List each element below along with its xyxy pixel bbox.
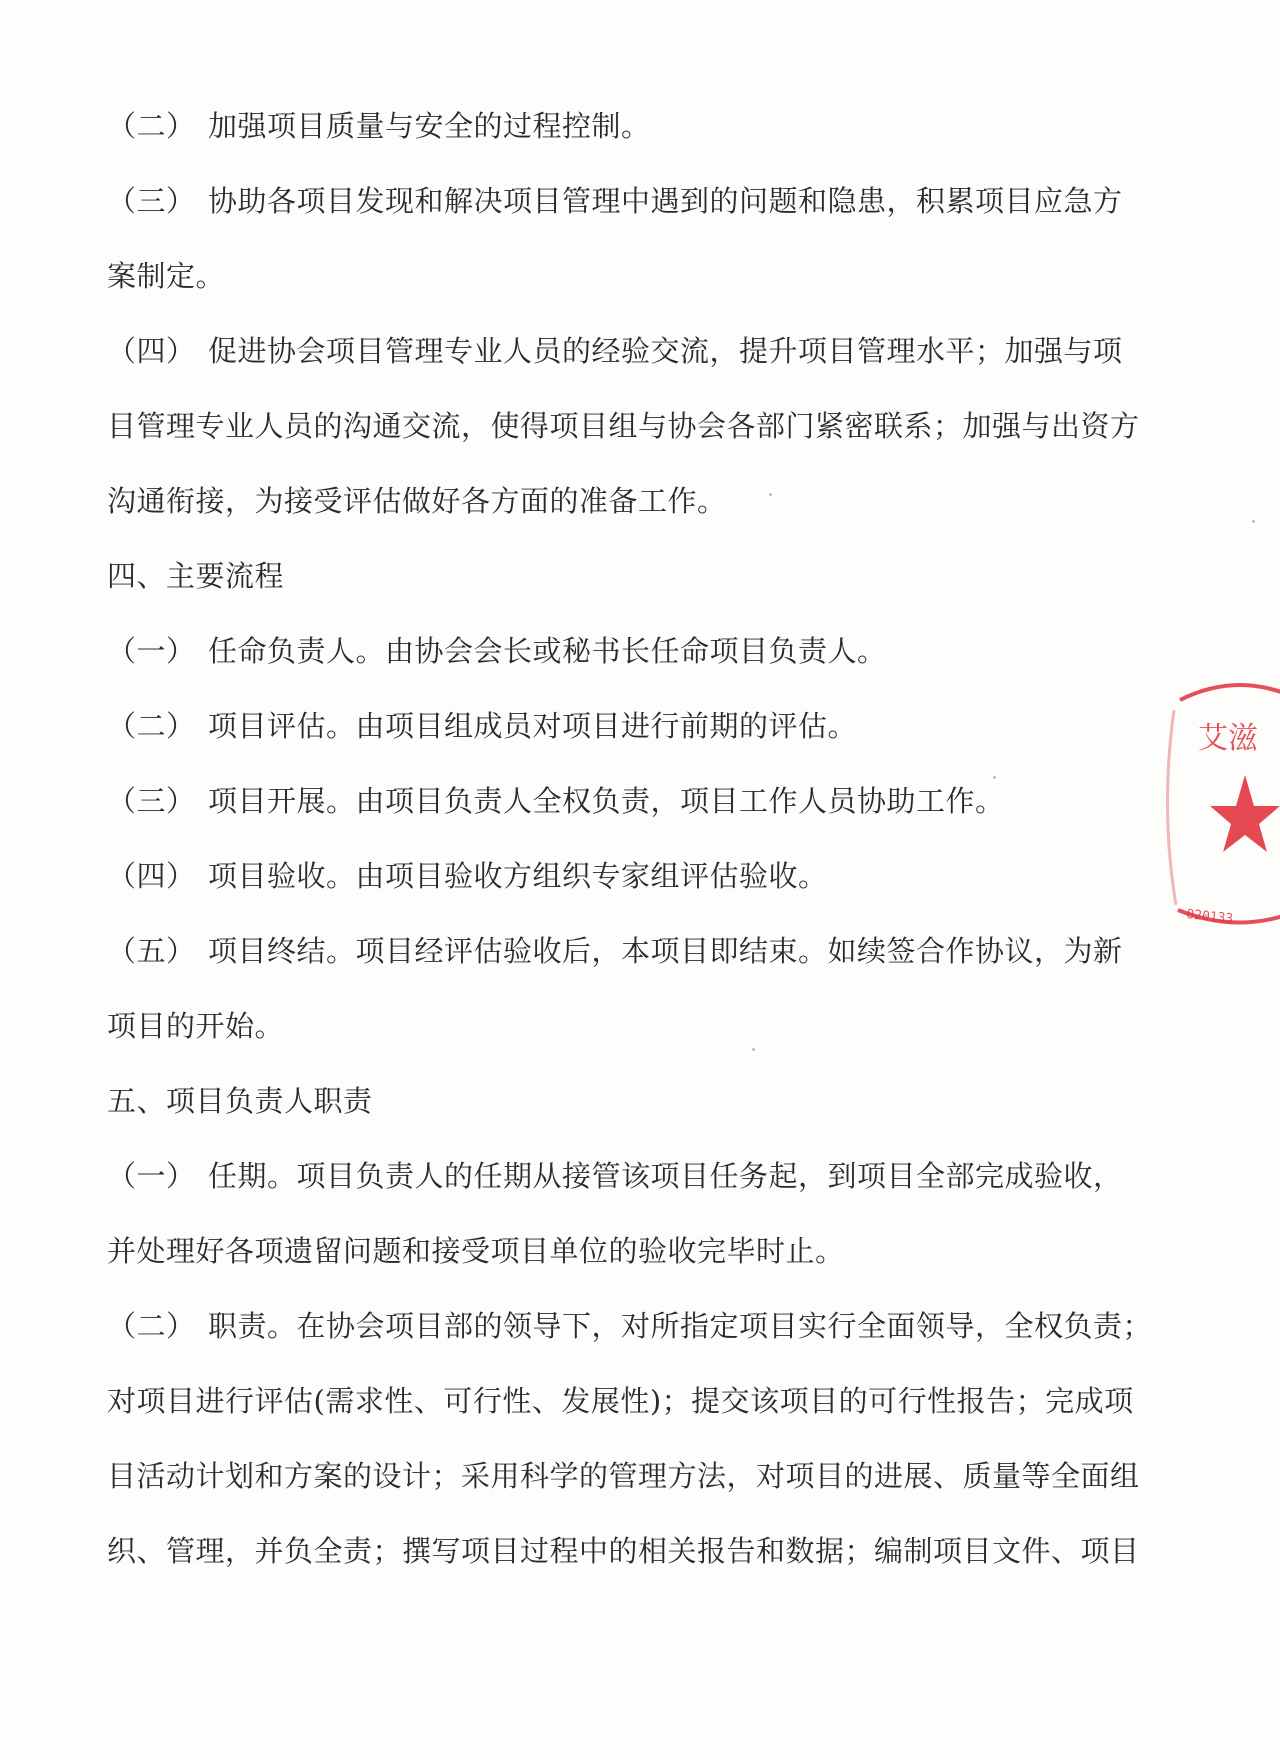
item-number: （三） <box>107 784 196 818</box>
paragraph-line <box>107 406 1140 446</box>
item-text: 项目开展。由项目负责人全权负责，项目工作人员协助工作。 <box>208 784 1005 818</box>
seal-code: 020133 <box>1185 907 1234 927</box>
paragraph-line <box>107 631 1137 671</box>
item-number: （五） <box>107 934 196 968</box>
section-heading <box>107 1081 1137 1121</box>
item-text: 协助各项目发现和解决项目管理中遇到的问题和隐患，积累项目应急方 <box>208 184 1123 218</box>
item-text: 目活动计划和方案的设计；采用科学的管理方法，对项目的进展、质量等全面组 <box>107 1459 1140 1493</box>
item-text: 职责。在协会项目部的领导下，对所指定项目实行全面领导，全权负责； <box>208 1309 1153 1343</box>
paragraph-line <box>107 106 1137 146</box>
item-number: （四） <box>107 334 196 368</box>
item-number: （一） <box>107 1159 196 1193</box>
item-text: 沟通衔接，为接受评估做好各方面的准备工作。 <box>107 484 727 518</box>
paragraph-line <box>107 1381 1137 1421</box>
item-number: （一） <box>107 634 196 668</box>
paragraph-line <box>107 256 1137 296</box>
item-text: 促进协会项目管理专业人员的经验交流，提升项目管理水平；加强与项 <box>208 334 1123 368</box>
heading-text: 五、项目负责人职责 <box>107 1084 373 1118</box>
paragraph-line <box>107 856 1137 896</box>
paragraph-line <box>107 781 1137 821</box>
item-text: 任命负责人。由协会会长或秘书长任命项目负责人。 <box>208 634 887 668</box>
scan-speck <box>1252 520 1255 523</box>
item-number: （二） <box>107 109 196 143</box>
paragraph-line <box>107 931 1137 971</box>
heading-text: 四、主要流程 <box>107 559 285 593</box>
item-number: （二） <box>107 709 196 743</box>
official-seal <box>1150 680 1280 960</box>
item-number: （四） <box>107 859 196 893</box>
paragraph-line <box>107 1306 1153 1346</box>
seal-text: 艾滋 <box>1198 721 1258 756</box>
item-text: 项目验收。由项目验收方组织专家组评估验收。 <box>208 859 828 893</box>
paragraph-line <box>107 706 1137 746</box>
item-text: 织、管理，并负全责；撰写项目过程中的相关报告和数据；编制项目文件、项目 <box>107 1534 1140 1568</box>
paragraph-line <box>107 1156 1137 1196</box>
scan-speck <box>769 493 772 496</box>
seal-graphic <box>1150 680 1280 960</box>
item-number: （二） <box>107 1309 196 1343</box>
paragraph-line <box>107 1531 1140 1571</box>
item-text: 项目的开始。 <box>107 1009 285 1043</box>
scan-speck <box>993 776 996 779</box>
section-heading <box>107 556 1137 596</box>
paragraph-line <box>107 181 1137 221</box>
paragraph-line <box>107 1006 1137 1046</box>
item-text: 对项目进行评估(需求性、可行性、发展性)；提交该项目的可行性报告；完成项 <box>107 1384 1134 1418</box>
item-number: （三） <box>107 184 196 218</box>
item-text: 项目评估。由项目组成员对项目进行前期的评估。 <box>208 709 858 743</box>
item-text: 并处理好各项遗留问题和接受项目单位的验收完毕时止。 <box>107 1234 845 1268</box>
paragraph-line <box>107 481 1137 521</box>
paragraph-line <box>107 1456 1140 1496</box>
scan-speck <box>752 1048 755 1051</box>
item-text: 目管理专业人员的沟通交流，使得项目组与协会各部门紧密联系；加强与出资方 <box>107 409 1140 443</box>
paragraph-line <box>107 1231 1137 1271</box>
item-text: 案制定。 <box>107 259 226 293</box>
paragraph-line <box>107 331 1137 371</box>
item-text: 任期。项目负责人的任期从接管该项目任务起，到项目全部完成验收， <box>208 1159 1123 1193</box>
item-text: 项目终结。项目经评估验收后，本项目即结束。如续签合作协议，为新 <box>208 934 1123 968</box>
item-text: 加强项目质量与安全的过程控制。 <box>208 109 651 143</box>
